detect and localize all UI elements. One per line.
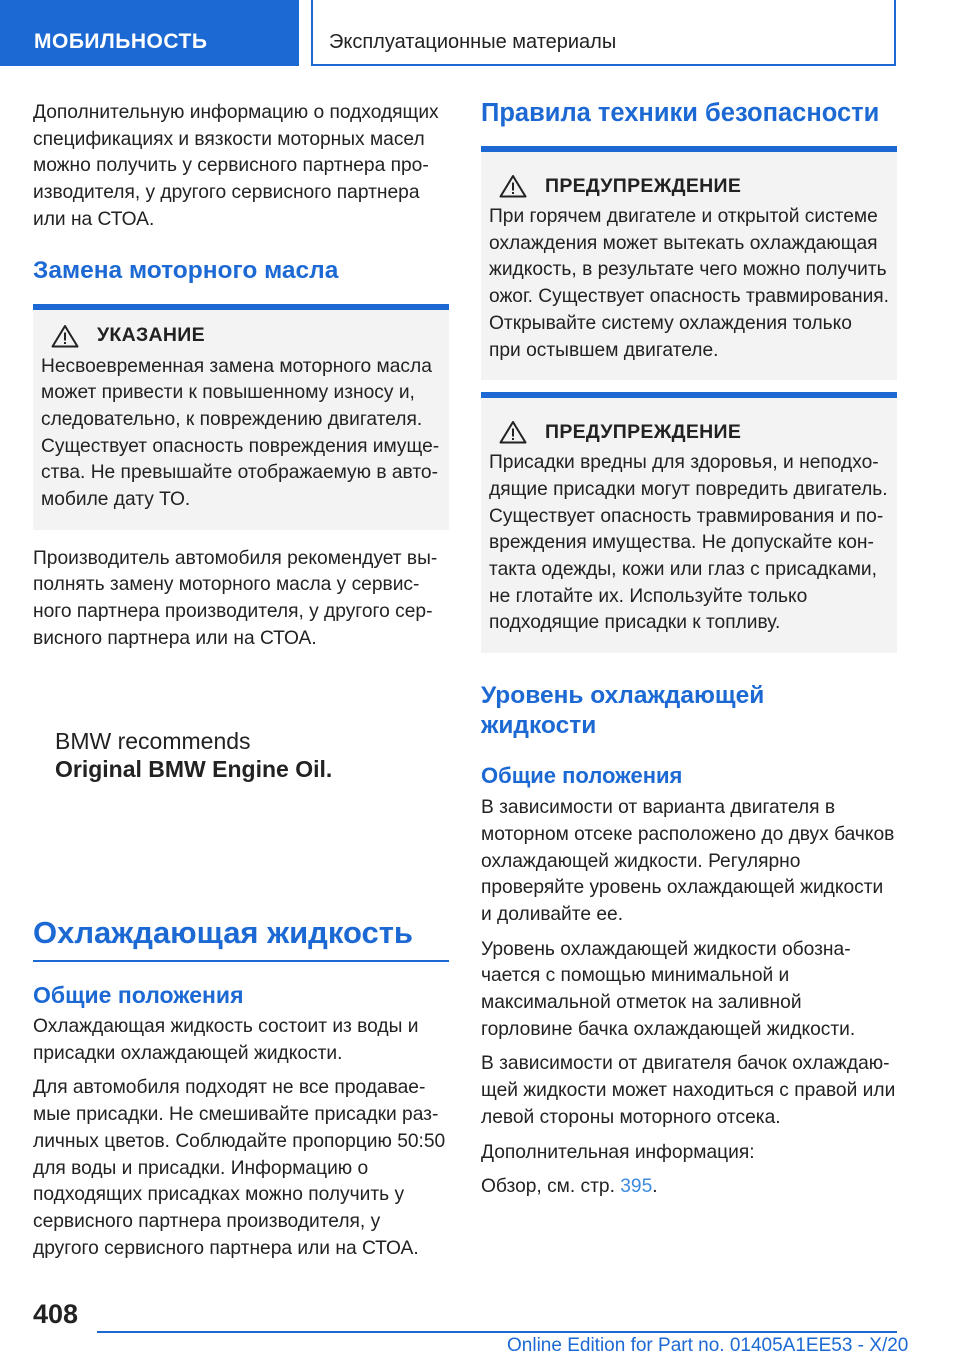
footer-rule bbox=[97, 1331, 897, 1333]
coolant-level-general-heading: Общие положения bbox=[481, 763, 683, 789]
warning-triangle-icon bbox=[499, 174, 527, 198]
right-column bbox=[481, 98, 897, 1209]
bmw-logo-line1: BMW recommends bbox=[55, 728, 251, 754]
warning-box-1 bbox=[481, 152, 897, 380]
warning-text-1: При горячем двигателе и открытой системе охлаждения может вытекать охлаждающая жидкость, в результате чего можно получить ожог. Существует опасность травмирования. Открывайте систему охлаждения только при остывшем двигателе. bbox=[489, 206, 890, 361]
reference-end: . bbox=[652, 1176, 658, 1198]
notice-box bbox=[33, 310, 449, 530]
bmw-oil-logo bbox=[55, 727, 355, 783]
reference-text: Обзор, см. стр. bbox=[481, 1176, 621, 1198]
notice-text: Несвоевременная замена моторного масла может привести к повышенному износу и, следовательно, к повреждению двигателя. Существует опасность повреждения имущества. Не превышайте отображаемую в автомобиле дату ТО. bbox=[41, 355, 440, 511]
coolant-paragraph-1: Охлаждающая жидкость состоит из воды и присадки охлаждающей жидкости. bbox=[33, 1016, 419, 1064]
page-number: 408 bbox=[33, 1299, 79, 1329]
notice-title: УКАЗАНИЕ bbox=[97, 324, 205, 347]
oil-change-heading: Замена моторного масла bbox=[33, 256, 339, 284]
level-paragraph-4: Дополнительная информация: bbox=[481, 1141, 755, 1163]
warning-box-2 bbox=[481, 398, 897, 653]
chapter-title: Эксплуатационные материалы bbox=[329, 31, 617, 53]
notice-header bbox=[41, 324, 441, 348]
safety-heading: Правила техники безопасности bbox=[481, 99, 880, 127]
chapter-header bbox=[311, 0, 896, 66]
overview-reference bbox=[481, 1174, 897, 1201]
level-paragraph-3: В зависимости от двигателя бачок охлаждающей жидкости может находиться с правой или левой стороны моторного отсека. bbox=[481, 1053, 896, 1128]
warning-title-1: ПРЕДУПРЕЖДЕНИЕ bbox=[545, 174, 742, 197]
coolant-section bbox=[33, 914, 449, 1270]
warning-header-1 bbox=[489, 174, 889, 198]
warning-triangle-icon bbox=[51, 324, 79, 348]
coolant-paragraph-2: Для автомобиля подходят не все продаваемые присадки. Не смешивайте присадки различных цветов. Соблюдайте пропорцию 50:50 для воды и присадки. Информацию о подходящих присадках можно получить у сервисного партнера производителя, у другого сервисного партнера или на СТОА. bbox=[33, 1077, 446, 1259]
warning-triangle-icon bbox=[499, 420, 527, 444]
warning-title-2: ПРЕДУПРЕЖДЕНИЕ bbox=[545, 420, 742, 443]
level-paragraph-1: В зависимости от варианта двигателя в моторном отсеке расположено до двух бачков охлаждающей жидкости. Регулярно проверяйте уровень охлаждающей жидкости и доливайте ее. bbox=[481, 797, 895, 925]
warning-header-2 bbox=[489, 420, 889, 444]
coolant-general-heading: Общие положения bbox=[33, 982, 244, 1008]
footer-edition: Online Edition for Part no. 01405A1EE53 - X/20 bbox=[507, 1335, 909, 1356]
oil-change-paragraph: Производитель автомобиля рекомендует выполнять замену моторного масла у сервисного партнера производителя, у другого сервисного партнера или на СТОА. bbox=[33, 547, 438, 649]
bmw-logo-line2: Original BMW Engine Oil. bbox=[55, 756, 333, 782]
left-column bbox=[33, 100, 449, 661]
section-tab[interactable] bbox=[0, 0, 299, 66]
level-paragraph-2: Уровень охлаждающей жидкости обозначается с помощью минимальной и максимальной отметок на заливной горловине бачка охлаждающей жидкости. bbox=[481, 938, 856, 1040]
warning-text-2: Присадки вредны для здоровья, и неподходящие присадки могут повредить двигатель. Существует опасность травмирования и повреждения имущества. Не допускайте контакта одежды, кожи или глаз с присадками, не глотайте их. Используйте только подходящие присадки к топливу. bbox=[489, 452, 888, 634]
coolant-level-heading: Уровень охлаждающей жидкости bbox=[481, 682, 765, 740]
coolant-heading: Охлаждающая жидкость bbox=[33, 915, 413, 950]
page-link-395[interactable]: 395 bbox=[620, 1176, 653, 1198]
coolant-rule bbox=[33, 960, 449, 962]
intro-paragraph: Дополнительную информацию о подходящих спецификациях и вязкости моторных масел можно получить у сервисного партнера производителя, у другого сервисного партнера или на СТОА. bbox=[33, 102, 439, 230]
section-title: МОБИЛЬНОСТЬ bbox=[34, 30, 208, 53]
